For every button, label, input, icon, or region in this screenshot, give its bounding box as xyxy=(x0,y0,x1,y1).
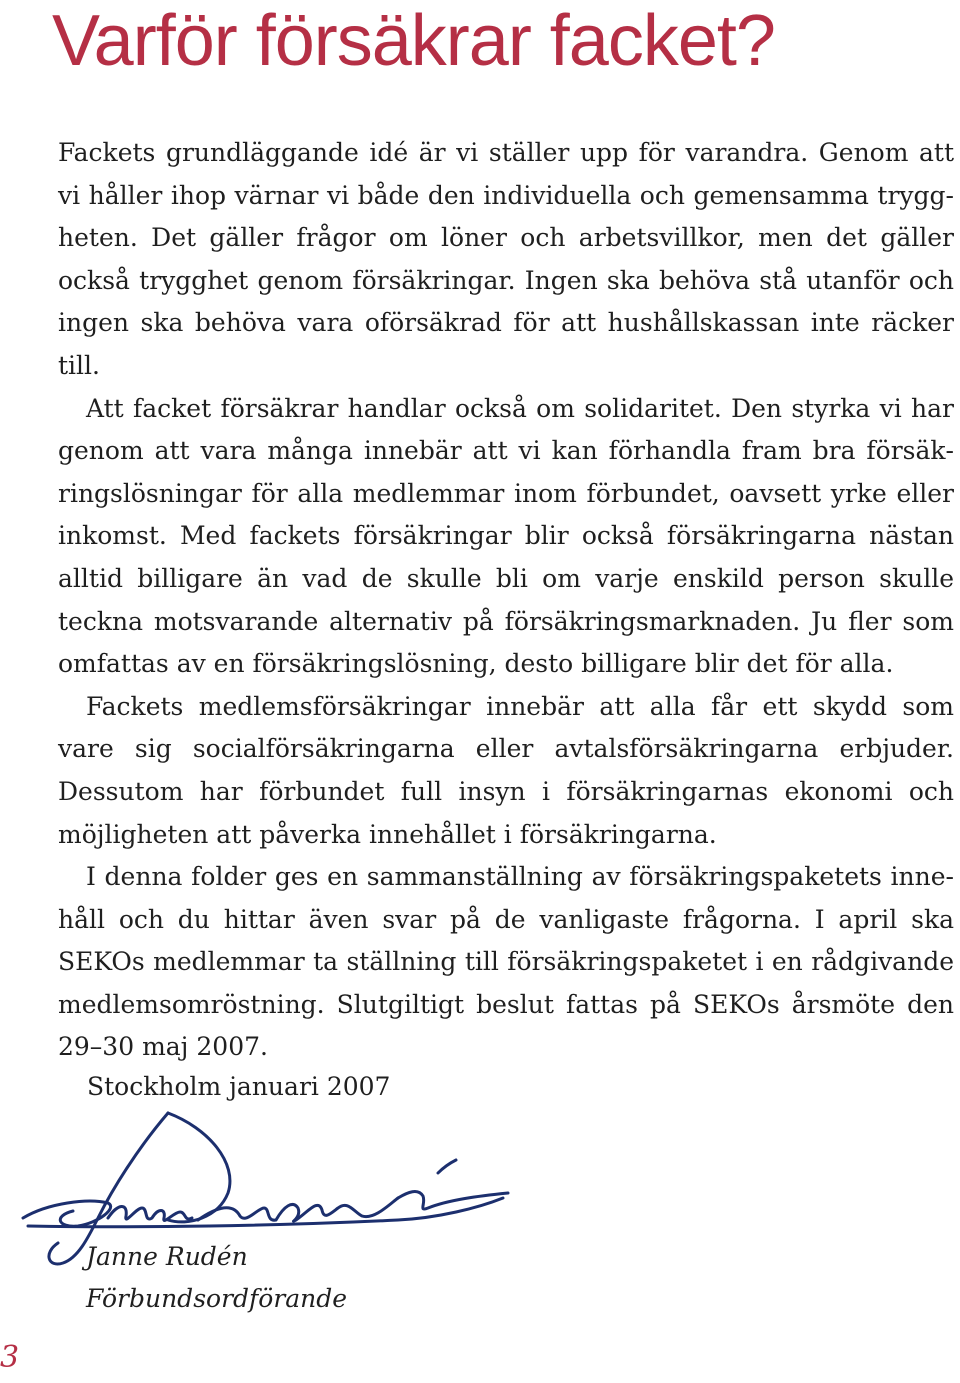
body-text xyxy=(58,132,954,1069)
place-date: Stockholm januari 2007 xyxy=(87,1072,391,1101)
signer-role: Förbundsordförande xyxy=(86,1284,348,1313)
paragraph-folder-info: I denna folder ges en sammanställning av försäkringspaketets innehåll och du hittar även svar på de vanligaste frågorna. I april ska SEKOs medlemmar ta ställning till försäkringspaketet i en rådgivande medlemsomröstning. Slutgiltigt beslut fattas på SEKOs årsmöte den 29–30 maj 2007. xyxy=(58,862,954,1062)
paragraph-member-insurance: Fackets medlemsförsäkringar innebär att alla får ett skydd som vare sig socialförsäkringarna eller avtalsförsäkringarna erbjuder. Dessutom har förbundet full insyn i försäkringarnas ekonomi och möjligheten att påverka innehållet i försäkringarna. xyxy=(58,691,954,849)
page-number: 3 xyxy=(0,1340,20,1375)
paragraph-solidarity: Att facket försäkrar handlar också om solidaritet. Den styrka vi har genom att vara många innebär att vi kan förhandla fram bra försäkringslösningar för alla medlemmar inom förbundet, oavsett yrke eller inkomst. Med fackets försäkringar blir också försäkringarna nästan alltid billigare än vad de skulle bli om varje enskild person skulle teckna motsvarande alternativ på försäkringsmarknaden. Ju fler som omfattas av en försäkringslösning, desto billigare blir det för alla. xyxy=(58,393,954,679)
signer-block xyxy=(86,1236,347,1320)
paragraph-intro: Fackets grundläggande idé är vi ställer upp för varandra. Genom att vi håller ihop värnar vi både den individuella och gemensamma tryggheten. Det gäller frågor om löner och arbetsvillkor, men det gäller också trygghet genom försäkringar. Ingen ska behöva stå utanför och ingen ska behöva vara oförsäkrad för att hushållskassan inte räcker till. xyxy=(58,138,954,380)
page-title: Varför försäkrar facket? xyxy=(52,1,775,81)
signer-name: Janne Rudén xyxy=(86,1242,248,1271)
